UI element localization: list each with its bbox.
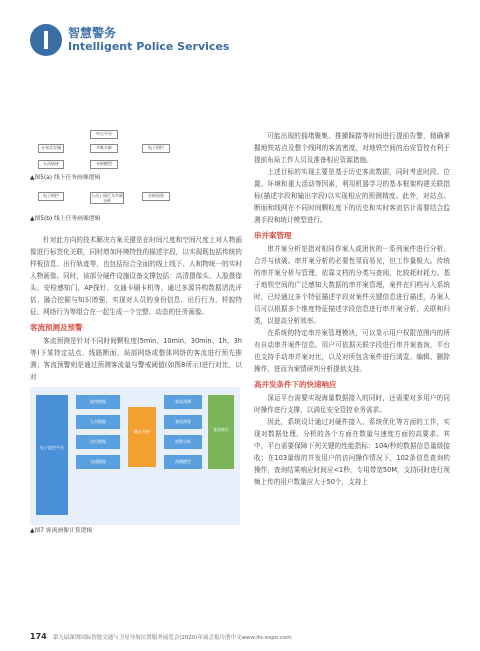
header-title-en: Intelligent Police Services [68,40,230,53]
section-heading: 客流预测及预警 [30,323,83,332]
diagram-node: 人员上网行为关联分析 [91,193,123,203]
diagram-node: 人员数据 [76,415,120,429]
diagram-node: 交通数据 [76,455,120,469]
header-logo [30,24,229,56]
diagram-node: 电子监控平台 [36,395,68,515]
diagram-node: 多维关联 [90,144,118,153]
figure-7 [30,387,240,525]
page-number: 174 [30,632,47,641]
diagram-node: 分析模型 [90,160,118,169]
diagram-node: 电子围栏 [142,144,170,153]
body-paragraph: 客流预测是针对不同时间颗粒度(5min、10min、30min、1h、3h等)下某特定站点、线路断面、局部网络或整体网络的客流进行预先推测；客流预警则是通过预测客流量与警戒阈值(如图8所示)进行对比，以对 [30,337,242,381]
diagram-node: 客流统计 [208,395,234,469]
body-paragraph: 上述目标的实现主要是基于历史客流数据，同时考虑时段、位置、环境和重大活动等因素，利用机器学习的基本框架构建关联指标(描述字段和输出字段)以实现相应的预测精度。此外，对站点、断面和线网在不同时间颗粒度下的历史和实时客流估计需要结合监测手段和统计模型进行。 [254,168,450,224]
diagram-node: 融合分析 [128,407,156,467]
body-paragraph: 因此，系统设计通过对硬件接入、系统优化等方面的工作，实现对数据处理、分析的各个方面在数量与速度方面的高要求。其中，平台需要保障下列关键的性能指标：104/秒的数据信息量级接收；在103量级的并发用户的访问操作情况下，102条信息查询的操作，查询结果响应时间应<1秒，专用带宽50M，支持同时进行视频上传的用户数量应大于50个，支持上 [254,418,450,486]
logo-icon [30,24,62,56]
footer-text: 第九届深圳国际智能交通与卫星导航位置服务展览会(2020)年展会报告册中文www.its-expo.com [52,634,292,641]
left-column [30,130,242,536]
header-title-cn: 智慧警务 [68,26,117,40]
diagram-node: 电子围栏 [38,192,64,201]
body-paragraph: 可能出现的拥堵聚集、推搡踩踏等时间进行提前告警，精确掌握地铁站点及整个线网的客流密度，对地铁空间的治安管控有利于提前布局工作人员及准备相应资源措施。 [254,132,450,164]
figure-5b [30,190,242,230]
diagram-node: 客流预测 [164,395,202,409]
figure-caption: ▲图5(a) 线下任务画像逻辑 [30,175,101,181]
diagram-node: 中心平台 [90,130,118,139]
diagram-node: 分析结果 [142,192,170,201]
diagram-node: 预测模型 [164,455,202,469]
diagram-node: 人员轨迹 [38,160,64,169]
page-footer [30,632,292,641]
section-heading: 串并案管理 [254,231,292,240]
body-paragraph: 针对此方向的技术解决方案关键是在时间尺度和空间尺度上对人物画像进行标签化关联，同时增加环境特性的描述字段，以实现既包括传统的样板信息、出行轨迹等，也包括综合全面的线上线下、人和物统一的实时人物画像。同时，该部分硬件设施设备支撑包括：高清摄像头、人脸摄像头、安检感知门、AP探针、交通卡刷卡机等，通过多源异构数据清洗评估、融合挖掘与知识增强，实现对人员的身份信息、出行行为、样貌特征、网络行为等组合在一起生成一个完整、动态的任务画像。 [30,236,242,316]
diagram-node: 客流预警 [164,415,202,429]
body-paragraph: 深运平台需要实现海量数据接入的同时，还需要对多用户的同时操作进行支撑，以满足安全管控业务需求。 [254,394,450,414]
right-column [254,130,450,488]
diagram-node: 分布式存储 [38,144,64,153]
diagram-node: 监控数据 [76,395,120,409]
diagram-node: 出行数据 [76,435,120,449]
figure-caption: ▲图7 客流画像计算逻辑 [30,528,93,534]
body-paragraph: 在系统的特定串并案管理模块，可以显示用户权限范围内的所有自动串并案件信息。用户可依据关联字段进行串并案查询，平台也支持手动串并案对比，以及对所包含案件进行浏览、编辑、删除操作，进而为案情研判分析提供支持。 [254,329,450,373]
diagram-node: 预警分级 [164,435,202,449]
body-paragraph: 串并案分析是指对相同作案人或团伙的一系列案件进行分析、合并与侦破。串并案分析的必要性显而易见，但工作量极大。传统的串并案分析与管理，依靠文档的分类与查阅，比较耗时耗力。基于地铁空间的广泛感知大数据的串并案管理，案件在归档写入系统时，已经通过多个特征描述字段对案件关键信息进行描述，办案人员可以根据多个维度特征描述字段信息进行串并案分析，关联和归类，以提高分析效率。 [254,245,450,325]
figure-caption: ▲图5(b) 线上任务画像逻辑 [30,216,101,222]
section-heading: 高并发条件下的快速响应 [254,380,337,389]
figure-5a [30,130,242,186]
